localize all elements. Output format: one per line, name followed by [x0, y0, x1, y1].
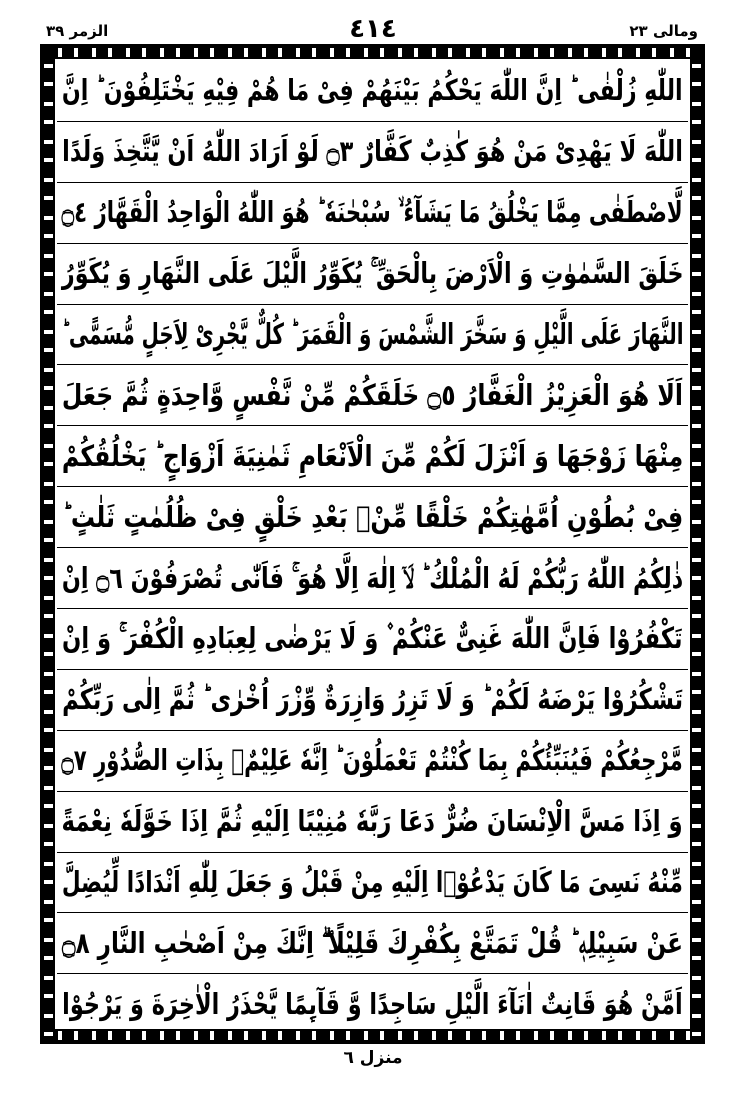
line-text: اللّٰهِ زُلْفٰی ؕ اِنَّ اللّٰهَ یَحْكُمُ بَیْنَهُمْ فِیْ مَا هُمْ فِیْهِ یَخْتَلِفُوْنَ ؕ اِنَّ	[62, 73, 683, 108]
text-line	[57, 61, 688, 122]
line-text: عَنْ سَبِیْلِهٖ ؕ قُلْ تَمَتَّعْ بِكُفْرِكَ قَلِیْلًا ۖۗ اِنَّكَ مِنْ اَصْحٰبِ النَّارِ ۝٨	[62, 925, 683, 960]
text-line	[57, 122, 688, 183]
text-line	[57, 365, 688, 426]
text-line	[57, 731, 688, 792]
line-text: خَلَقَ السَّمٰوٰتِ وَ الْاَرْضَ بِالْحَقِّ ۚ یُكَوِّرُ الَّیْلَ عَلَی النَّهَارِ وَ یُكَوِّرُ	[61, 256, 684, 291]
text-line	[57, 487, 688, 548]
text-line	[57, 792, 688, 853]
line-text: مِنْهَا زَوْجَهَا وَ اَنْزَلَ لَكُمْ مِّنَ الْاَنْعَامِ ثَمٰنِیَةَ اَزْوَاجٍ ؕ یَخْلُقُكُمْ	[61, 438, 684, 473]
line-text: ذٰلِكُمُ اللّٰهُ رَبُّكُمْ لَهُ الْمُلْكُ ؕ لَاۤ اِلٰهَ اِلَّا هُوَ ۚ فَاَنّٰی تُصْرَفُوْنَ ۝٦ اِنْ	[61, 560, 684, 595]
manzil-label: منزل ٦	[343, 1048, 403, 1068]
line-text: اَلَا هُوَ الْعَزِیْزُ الْغَفَّارُ ۝٥ خَلَقَكُمْ مِّنْ نَّفْسٍ وَّاحِدَةٍ ثُمَّ جَعَلَ	[61, 377, 684, 412]
line-text: تَشْكُرُوْا یَرْضَهُ لَكُمْ ؕ وَ لَا تَزِرُ وَازِرَةٌ وِّزْرَ اُخْرٰی ؕ ثُمَّ اِلٰی رَبِّكُمْ	[62, 682, 683, 717]
line-text: وَ اِذَا مَسَّ الْاِنْسَانَ ضُرٌّ دَعَا رَبَّهٗ مُنِیْبًا اِلَیْهِ ثُمَّ اِذَا خَوَّلَهٗ نِعْمَةً	[61, 804, 684, 839]
frame-ornament-right	[692, 48, 701, 1040]
text-line	[57, 548, 688, 609]
line-text: مِّنْهُ نَسِیَ مَا كَانَ یَدْعُوْۤا اِلَیْهِ مِنْ قَبْلُ وَ جَعَلَ لِلّٰهِ اَنْدَادًا لِّیُضِلَّ	[62, 865, 683, 900]
ornamental-frame	[40, 44, 705, 1044]
text-line	[57, 913, 688, 974]
page-number: ٤١٤	[349, 14, 397, 44]
text-line	[57, 426, 688, 487]
text-lines	[57, 61, 688, 1027]
text-line	[57, 305, 688, 366]
text-line	[57, 853, 688, 914]
line-text: فِیْ بُطُوْنِ اُمَّهٰتِكُمْ خَلْقًا مِّنْۢ بَعْدِ خَلْقٍ فِیْ ظُلُمٰتٍ ثَلٰثٍ ؕ	[62, 499, 683, 534]
surah-label: الزمر ٣٩	[46, 22, 109, 40]
line-text: اللّٰهَ لَا یَهْدِیْ مَنْ هُوَ كٰذِبٌ كَفَّارٌ ۝٣ لَوْ اَرَادَ اللّٰهُ اَنْ یَّتَّخِذَ وَلَدًا	[62, 134, 683, 169]
line-text: تَكْفُرُوْا فَاِنَّ اللّٰهَ غَنِیٌّ عَنْكُمْ ۫ وَ لَا یَرْضٰی لِعِبَادِهِ الْكُفْرَ ۚ وَ اِنْ	[62, 621, 683, 656]
frame-ornament-left	[44, 48, 53, 1040]
line-text: مَّرْجِعُكُمْ فَیُنَبِّئُكُمْ بِمَا كُنْتُمْ تَعْمَلُوْنَ ؕ اِنَّهٗ عَلِیْمٌۢ بِذَاتِ الصُّدُوْرِ ۝٧	[61, 743, 684, 778]
text-line	[57, 183, 688, 244]
text-line	[57, 670, 688, 731]
frame-ornament-top	[44, 48, 701, 57]
para-label: ومالی ٢٣	[629, 22, 698, 40]
text-line	[57, 244, 688, 305]
line-text: لَّاصْطَفٰی مِمَّا یَخْلُقُ مَا یَشَآءُ ۙ سُبْحٰنَهٗ ؕ هُوَ اللّٰهُ الْوَاحِدُ الْقَهَّارُ ۝٤	[61, 195, 684, 230]
line-text: النَّهَارَ عَلَی الَّیْلِ وَ سَخَّرَ الشَّمْسَ وَ الْقَمَرَ ؕ كُلٌّ یَّجْرِیْ لِاَجَلٍ مُّسَمًّی ؕ	[61, 317, 684, 351]
text-line	[57, 974, 688, 1035]
line-text: اَمَّنْ هُوَ قَانِتٌ اٰنَآءَ الَّیْلِ سَاجِدًا وَّ قَآىِٕمًا یَّحْذَرُ الْاٰخِرَةَ وَ یَرْجُوْا	[62, 987, 683, 1022]
text-line	[57, 609, 688, 670]
